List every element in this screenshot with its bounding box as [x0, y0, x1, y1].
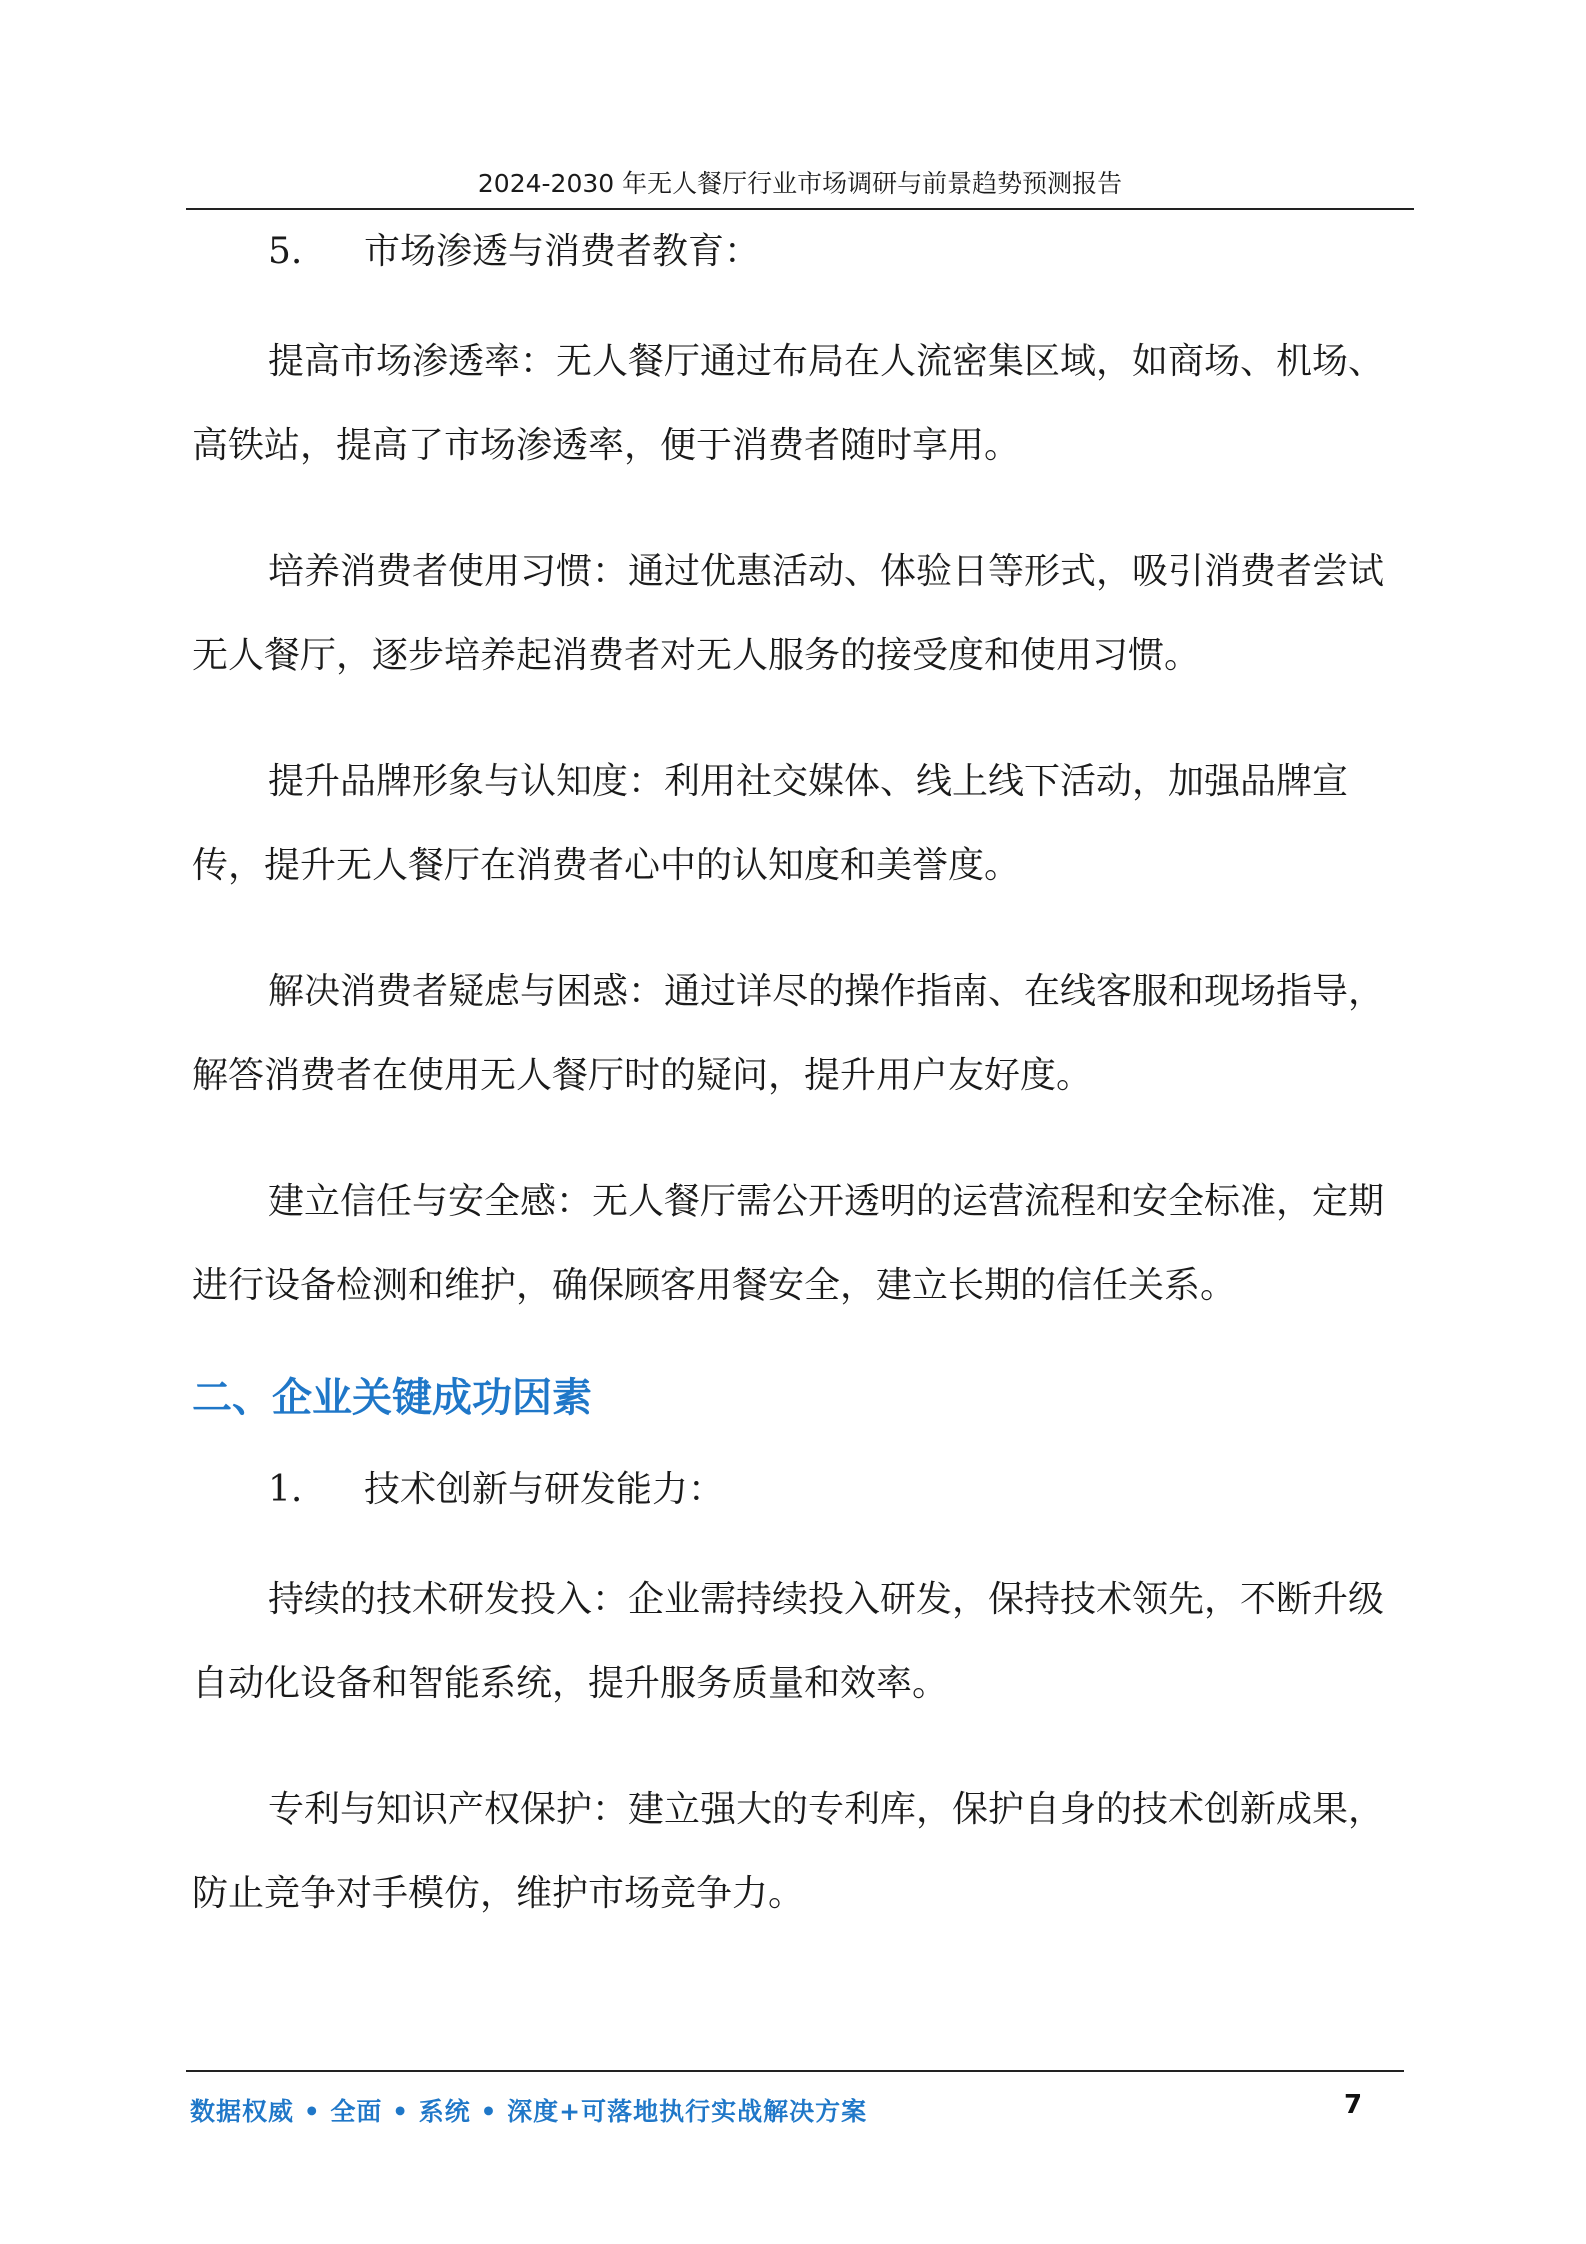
footer-slogan: 数据权威 • 全面 • 系统 • 深度+可落地执行实战解决方案 [190, 2097, 868, 2126]
header-divider [186, 208, 1414, 210]
section-heading: 二、企业关键成功因素 [192, 1375, 592, 1421]
paragraph: 培养消费者使用习惯：通过优惠活动、体验日等形式，吸引消费者尝试无人餐厅，逐步培养起消费者对无人服务的接受度和使用习惯。 [192, 551, 1385, 676]
list-number: 1. [268, 1469, 303, 1510]
list-number: 5. [268, 231, 303, 272]
paragraph: 解决消费者疑虑与困惑：通过详尽的操作指南、在线客服和现场指导，解答消费者在使用无人餐厅时的疑问，提升用户友好度。 [192, 971, 1385, 1096]
page-number: 7 [1344, 2090, 1363, 2120]
paragraph: 建立信任与安全感：无人餐厅需公开透明的运营流程和安全标准，定期进行设备检测和维护，确保顾客用餐安全，建立长期的信任关系。 [192, 1181, 1385, 1306]
paragraph: 专利与知识产权保护：建立强大的专利库，保护自身的技术创新成果，防止竞争对手模仿，维护市场竞争力。 [192, 1789, 1385, 1914]
report-title: 2024-2030 年无人餐厅行业市场调研与前景趋势预测报告 [477, 169, 1123, 198]
list-title: 市场渗透与消费者教育： [364, 231, 761, 272]
list-item-5 [268, 226, 1402, 278]
footer-divider [186, 2070, 1404, 2072]
paragraph: 提高市场渗透率：无人餐厅通过布局在人流密集区域，如商场、机场、高铁站，提高了市场渗透率，便于消费者随时享用。 [192, 341, 1385, 466]
paragraph: 提升品牌形象与认知度：利用社交媒体、线上线下活动，加强品牌宣传，提升无人餐厅在消费者心中的认知度和美誉度。 [192, 761, 1349, 886]
page-body [192, 226, 1402, 1936]
list-item-1 [268, 1464, 1402, 1516]
list-title: 技术创新与研发能力： [364, 1469, 725, 1510]
paragraph: 持续的技术研发投入：企业需持续投入研发，保持技术领先，不断升级自动化设备和智能系统，提升服务质量和效率。 [192, 1579, 1385, 1704]
